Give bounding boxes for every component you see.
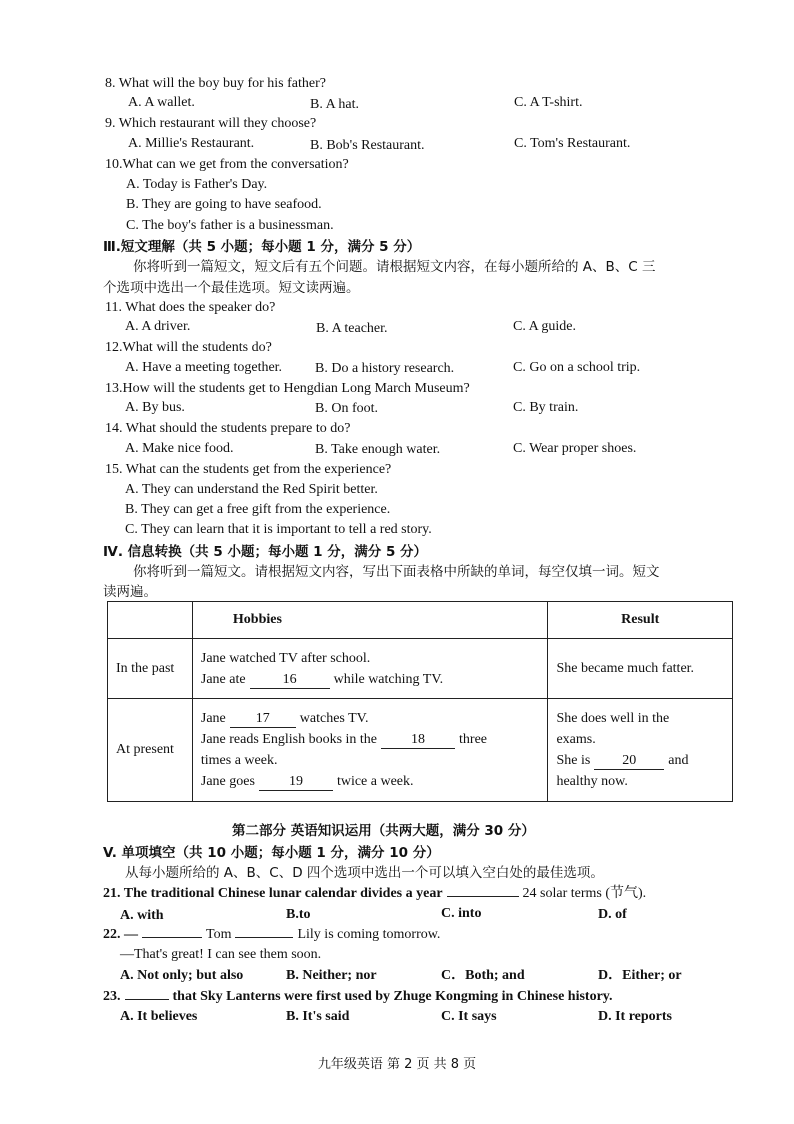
q8-option-c: C. A T-shirt. [514,95,583,110]
q22-lily: Lily is coming tomorrow. [297,927,441,942]
past-hobby-1: Jane watched TV after school. [200,650,371,666]
present-result-1: She does well in the [556,711,670,726]
q10-option-c: C. The boy's father is a businessman. [126,218,334,233]
q21-option-c: C. into [441,906,482,921]
present-result-3-post: and [668,753,689,768]
q14-option-c: C. Wear proper shoes. [513,441,637,456]
present-hobby-1-pre: Jane [200,711,226,726]
q15-stem: 15. What can the students get from the experience? [105,462,392,477]
q10-option-b: B. They are going to have seafood. [126,197,322,212]
q11-stem: 11. What does the speaker do? [105,300,276,315]
q23-option-d: D. It reports [598,1009,673,1024]
section3-instructions-2: 个选项中选出一个最佳选项。短文读两遍。 [103,280,360,296]
q22-option-a: A. Not only; but also [120,968,244,983]
present-hobby-3: times a week. [200,753,278,768]
q14-stem: 14. What should the students prepare to do? [105,421,351,436]
q8-option-a: A. A wallet. [128,95,195,110]
q9-option-b: B. Bob's Restaurant. [310,138,425,153]
q22-blank-1[interactable] [142,937,202,938]
q22-tom: Tom [206,927,232,942]
part2-title: 第二部分 英语知识运用（共两大题，满分 30 分） [232,823,535,839]
section3-instructions-1: 你将听到一篇短文，短文后有五个问题。请根据短文内容，在每小题所给的 A、B、C 三 [133,259,656,275]
past-result-cell: She became much fatter. [548,639,733,699]
q21-option-b: B.to [286,907,311,922]
present-hobby-2-post: three [459,732,488,747]
blank-20[interactable]: 20 [594,753,664,770]
past-hobby-2-pre: Jane ate [200,671,246,687]
q8-stem: 8. What will the boy buy for his father? [105,76,326,91]
table-header-hobbies: Hobbies [192,602,548,639]
present-result-2: exams. [556,732,596,747]
q21-stem [103,885,646,903]
q10-option-a: A. Today is Father's Day. [126,177,268,192]
q14-option-a: A. Make nice food. [125,441,234,456]
present-result-3-pre: She is [556,753,591,768]
present-hobbies-cell [192,699,548,802]
past-hobbies-cell [192,639,548,699]
blank-18[interactable]: 18 [381,732,455,749]
q21-option-d: D. of [598,907,627,922]
q13-stem: 13.How will the students get to Hengdian Long March Museum? [105,381,470,396]
q13-option-a: A. By bus. [125,400,185,415]
blank-17[interactable]: 17 [230,711,296,728]
q8-option-b: B. A hat. [310,97,360,112]
present-result-3 [556,750,724,771]
q15-option-b: B. They can get a free gift from the experience. [125,502,391,517]
past-hobby-2-post: while watching TV. [333,671,444,687]
section5-instructions: 从每小题所给的 A、B、C、D 四个选项中选出一个可以填入空白处的最佳选项。 [125,865,604,881]
q22-blank-2[interactable] [235,937,293,938]
q21-stem-post: 24 solar terms (节气). [522,886,647,901]
q21-option-a: A. with [120,908,164,923]
q10-stem: 10.What can we get from the conversation? [105,157,349,172]
present-hobby-4-post: twice a week. [336,774,414,789]
q21-stem-pre: 21. The traditional Chinese lunar calendar divides a year [103,886,443,901]
q22-line-1 [103,926,440,944]
present-hobby-4-pre: Jane goes [200,774,255,789]
q23-option-c: C. It says [441,1009,497,1024]
q12-option-a: A. Have a meeting together. [125,360,283,375]
present-hobby-2 [201,729,540,750]
q15-option-c: C. They can learn that it is important to tell a red story. [125,522,432,537]
q23-option-b: B. It's said [286,1009,350,1024]
table-row-present [108,699,733,802]
present-hobby-4 [201,771,540,792]
section4-title: Ⅳ. 信息转换（共 5 小题；每小题 1 分，满分 5 分） [103,544,428,560]
blank-16[interactable]: 16 [250,672,330,689]
q22-option-c: C．Both; and [441,968,525,983]
q9-stem: 9. Which restaurant will they choose? [105,116,317,131]
table-header-row [108,602,733,639]
q11-option-c: C. A guide. [513,319,577,334]
blank-19[interactable]: 19 [259,774,333,791]
q15-option-a: A. They can understand the Red Spirit better. [125,482,378,497]
q23-stem [103,988,613,1006]
info-table [107,601,733,802]
present-hobby-1-post: watches TV. [299,711,369,726]
section3-title: Ⅲ.短文理解（共 5 小题；每小题 1 分，满分 5 分） [103,239,421,255]
section4-instructions-2: 读两遍。 [103,584,157,600]
q12-stem: 12.What will the students do? [105,340,272,355]
q22-dash: 22. — [103,927,138,942]
q11-option-a: A. A driver. [125,319,191,334]
q14-option-b: B. Take enough water. [315,442,441,457]
q23-number: 23. [103,989,121,1004]
page-footer: 九年级英语 第 2 页 共 8 页 [317,1057,477,1072]
q22-option-d: D．Either; or [598,968,682,983]
present-result-4: healthy now. [556,774,628,789]
q22-line-2: —That's great! I can see them soon. [120,947,322,962]
row-label-present: At present [108,699,193,802]
q22-option-b: B. Neither; nor [286,968,377,983]
table-row-past [108,639,733,699]
q13-option-b: B. On foot. [315,401,378,416]
q9-option-a: A. Millie's Restaurant. [128,136,255,151]
present-hobby-2-pre: Jane reads English books in the [200,732,378,747]
row-label-past: In the past [108,639,193,699]
q23-stem-post: that Sky Lanterns were first used by Zhuge Kongming in Chinese history. [172,989,613,1004]
q23-option-a: A. It believes [120,1009,198,1024]
q9-option-c: C. Tom's Restaurant. [514,136,631,151]
section5-title: V. 单项填空（共 10 小题；每小题 1 分，满分 10 分） [103,845,440,861]
section4-instructions-1: 你将听到一篇短文。请根据短文内容，写出下面表格中所缺的单词，每空仅填一词。短文 [133,564,660,580]
present-hobby-1 [201,708,540,729]
table-header-empty [108,602,193,639]
q21-blank[interactable] [447,896,519,897]
q12-option-b: B. Do a history research. [315,361,455,376]
q12-option-c: C. Go on a school trip. [513,360,641,375]
q13-option-c: C. By train. [513,400,579,415]
table-header-result: Result [548,602,733,639]
past-hobby-2 [201,669,540,690]
present-result-cell [548,699,733,802]
q11-option-b: B. A teacher. [316,321,388,336]
q23-blank[interactable] [125,999,169,1000]
